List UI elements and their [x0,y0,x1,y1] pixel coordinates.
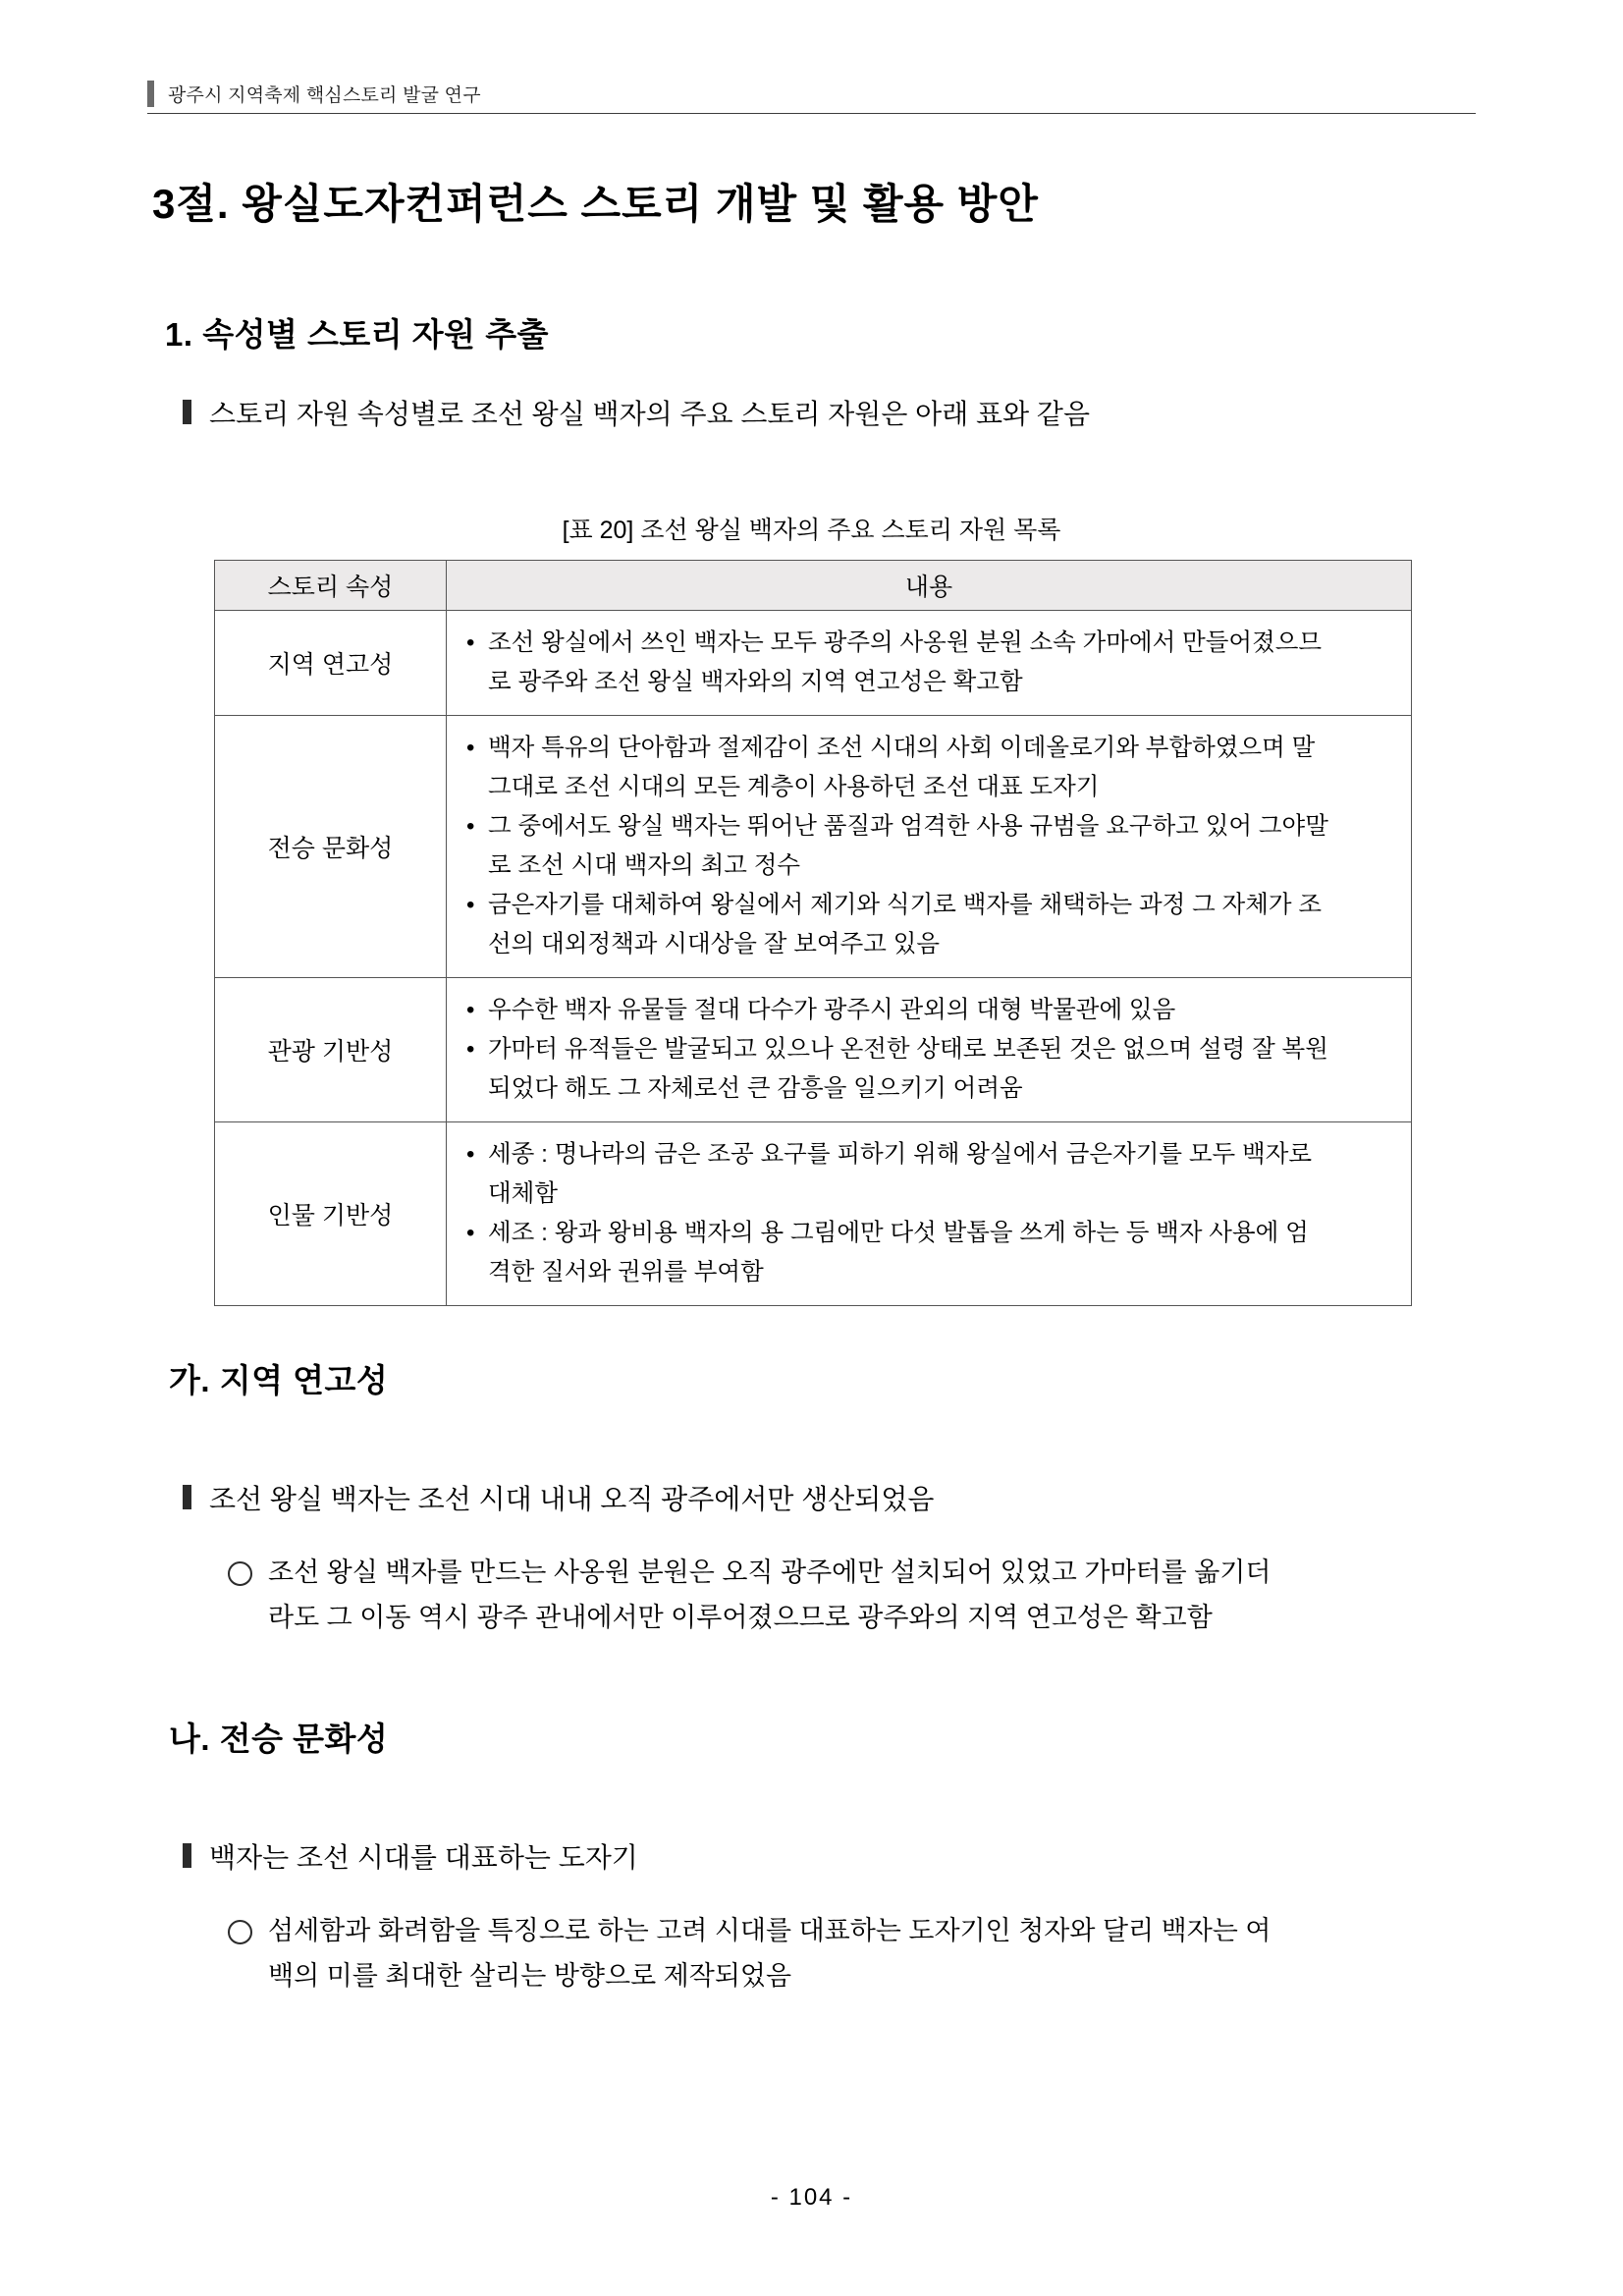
subbullet-cultural-transmission-text [268,1908,1271,1998]
table-caption: [표 20] 조선 왕실 백자의 주요 스토리 자원 목록 [562,517,1061,544]
heading-local-connection: 가. 지역 연고성 [169,1362,389,1398]
list-item: • 그 중에서도 왕실 백자는 뛰어난 품질과 엄격한 사용 규범을 요구하고 있어 그야말 로 조선 시대 백자의 최고 정수 [462,807,1393,886]
table-col-content: 내용 [447,561,1412,611]
table-row [215,611,1412,716]
table-row [215,978,1412,1122]
bullet-local-connection-text: 조선 왕실 백자는 조선 시대 내내 오직 광주에서만 생산되었음 [209,1484,935,1514]
bullet-cultural-transmission-text: 백자는 조선 시대를 대표하는 도자기 [209,1842,638,1873]
line: 백의 미를 최대한 살리는 방향으로 제작되었음 [268,1961,792,1991]
list-item: • 가마터 유적들은 발굴되고 있으나 온전한 상태로 보존된 것은 없으며 설령 잘 복원 되었다 해도 그 자체로선 큰 감흥을 일으키기 어려움 [462,1030,1393,1109]
row-attribute: 관광 기반성 [215,978,447,1122]
header-divider [147,113,1476,114]
subsection-title: 1. 속성별 스토리 자원 추출 [165,316,549,353]
table-col-attribute: 스토리 속성 [215,561,447,611]
subbullet-local-connection-text [268,1550,1271,1640]
table-row [215,1122,1412,1306]
line: 섬세함과 화려함을 특징으로 하는 고려 시대를 대표하는 도자기인 청자와 달리 백자는 여 [268,1916,1271,1945]
list-item: • 우수한 백자 유물들 절대 다수가 광주시 관외의 대형 박물관에 있음 [462,991,1393,1030]
square-bullet-icon [183,1485,191,1509]
list-item: • 백자 특유의 단아함과 절제감이 조선 시대의 사회 이데올로기와 부합하였으며 말 그대로 조선 시대의 모든 계층이 사용하던 조선 대표 도자기 [462,729,1393,807]
subbullet-cultural-transmission [228,1908,1435,1998]
square-bullet-icon [183,1843,191,1868]
square-bullet-icon [183,400,191,424]
row-content [447,716,1412,978]
running-header-text: 광주시 지역축제 핵심스토리 발굴 연구 [168,84,481,106]
bullet-intro [183,393,1090,432]
bullet-local-connection [183,1478,934,1517]
circle-bullet-icon [228,1920,252,1944]
section-title: 3절. 왕실도자컨퍼런스 스토리 개발 및 활용 방안 [152,181,1039,227]
heading-cultural-transmission: 나. 전승 문화성 [169,1721,389,1757]
line: 조선 왕실 백자를 만드는 사옹원 분원은 오직 광주에만 설치되어 있었고 가마터를 옮기더 [268,1558,1271,1587]
row-attribute: 인물 기반성 [215,1122,447,1306]
list-item: • 세종 : 명나라의 금은 조공 요구를 피하기 위해 왕실에서 금은자기를 모두 백자로 대체함 [462,1135,1393,1214]
row-content [447,611,1412,716]
row-attribute: 전승 문화성 [215,716,447,978]
list-item: • 조선 왕실에서 쓰인 백자는 모두 광주의 사옹원 분원 소속 가마에서 만들어졌으므 로 광주와 조선 왕실 백자와의 지역 연고성은 확고함 [462,624,1393,702]
list-item: • 금은자기를 대체하여 왕실에서 제기와 식기로 백자를 채택하는 과정 그 자체가 조 선의 대외정책과 시대상을 잘 보여주고 있음 [462,886,1393,964]
row-attribute: 지역 연고성 [215,611,447,716]
story-resource-table [214,560,1412,1306]
bullet-cultural-transmission [183,1836,638,1876]
circle-bullet-icon [228,1561,252,1586]
row-content [447,978,1412,1122]
header-accent-bar [147,81,154,107]
line: 라도 그 이동 역시 광주 관내에서만 이루어졌으므로 광주와의 지역 연고성은 확고함 [268,1603,1213,1632]
row-content [447,1122,1412,1306]
table-row [215,716,1412,978]
page-number: - 104 - [770,2184,853,2211]
running-header [147,77,1476,110]
table-header-row [215,561,1412,611]
list-item: • 세조 : 왕과 왕비용 백자의 용 그림에만 다섯 발톱을 쓰게 하는 등 백자 사용에 엄 격한 질서와 권위를 부여함 [462,1214,1393,1292]
subbullet-local-connection [228,1550,1435,1640]
bullet-intro-text: 스토리 자원 속성별로 조선 왕실 백자의 주요 스토리 자원은 아래 표와 같음 [209,399,1091,429]
